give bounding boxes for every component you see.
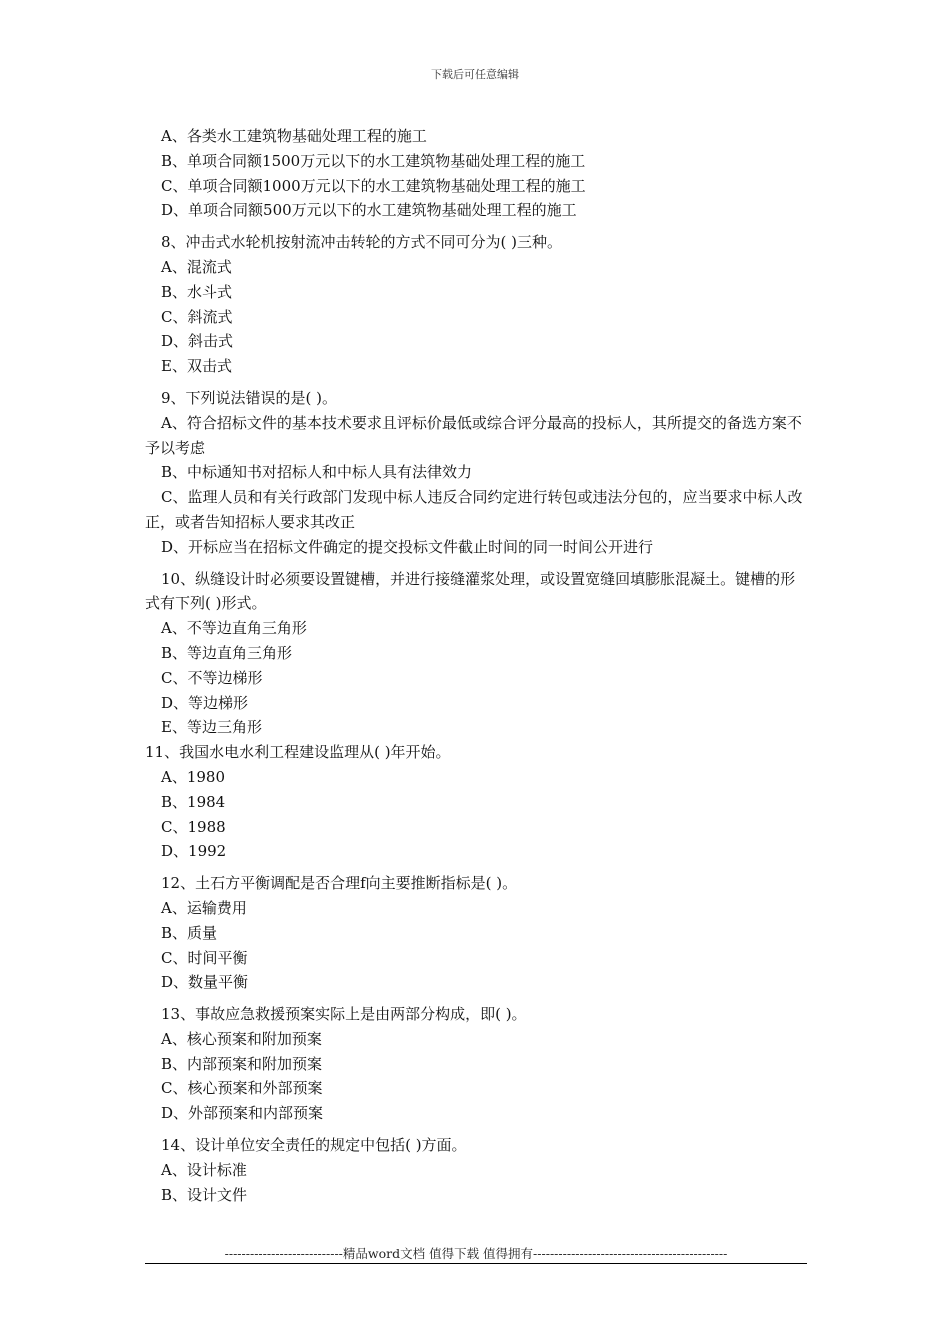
- option-line: D、斜击式: [161, 332, 234, 351]
- option-line: C、斜流式: [161, 307, 233, 326]
- option-line: D、1992: [161, 842, 227, 861]
- option-line: B、1984: [161, 792, 226, 811]
- option-line: E、双击式: [161, 357, 232, 376]
- option-line: A、设计标准: [161, 1160, 247, 1179]
- option-line: B、设计文件: [161, 1185, 248, 1204]
- question-line: 13、事故应急救援预案实际上是由两部分构成，即( )。: [161, 1005, 527, 1024]
- option-line: A、核心预案和附加预案: [161, 1029, 322, 1048]
- option-line: E、等边三角形: [161, 718, 262, 737]
- option-line: A、不等边直角三角形: [161, 619, 307, 638]
- option-line: B、等边直角三角形: [161, 643, 293, 662]
- question-line: 14、设计单位安全责任的规定中包括( )方面。: [161, 1136, 467, 1155]
- option-line: C、1988: [161, 817, 226, 836]
- option-line: A、混流式: [161, 257, 232, 276]
- question-line: 11、我国水电水利工程建设监理从( )年开始。: [145, 743, 451, 762]
- option-line: A、各类水工建筑物基础处理工程的施工: [161, 127, 427, 145]
- option-line: C、不等边梯形: [161, 668, 263, 687]
- question-list: [145, 124, 807, 1207]
- option-line: C、单项合同额1000万元以下的水工建筑物基础处理工程的施工: [161, 176, 586, 195]
- page-header: 下载后可任意编辑: [431, 68, 519, 81]
- option-line: B、质量: [161, 923, 218, 942]
- question-line: 8、冲击式水轮机按射流冲击转轮的方式不同可分为( )三种。: [161, 233, 563, 252]
- option-line: D、单项合同额500万元以下的水工建筑物基础处理工程的施工: [161, 201, 577, 220]
- question-line: 12、土石方平衡调配是否合理f向主要推断指标是( )。: [161, 874, 518, 893]
- option-line: B、水斗式: [161, 282, 233, 301]
- footer-rule: [145, 1263, 807, 1264]
- option-line: A、1980: [161, 767, 226, 786]
- option-line: D、数量平衡: [161, 973, 249, 992]
- option-line: C、监理人员和有关行政部门发现中标人违反合同约定进行转包或违法分包的，应当要求中标人改正，或者告知招标人要求其改正: [145, 488, 803, 531]
- option-line: B、中标通知书对招标人和中标人具有法律效力: [161, 463, 473, 482]
- question-line: 10、纵缝设计时必须要设置键槽，并进行接缝灌浆处理，或设置宽缝回填膨胀混凝土。键槽的形式有下列( )形式。: [145, 569, 796, 613]
- option-line: B、内部预案和附加预案: [161, 1054, 323, 1073]
- option-line: C、核心预案和外部预案: [161, 1079, 323, 1098]
- question-line: 9、下列说法错误的是( )。: [161, 388, 338, 407]
- option-line: D、等边梯形: [161, 693, 249, 712]
- option-line: A、符合招标文件的基本技术要求且评标价最低或综合评分最高的投标人，其所提交的备选方案不予以考虑: [145, 413, 802, 457]
- option-line: A、运输费用: [161, 898, 247, 917]
- option-line: B、单项合同额1500万元以下的水工建筑物基础处理工程的施工: [161, 151, 586, 170]
- option-line: D、外部预案和内部预案: [161, 1104, 324, 1123]
- option-line: C、时间平衡: [161, 948, 248, 967]
- option-line: D、开标应当在招标文件确定的提交投标文件截止时间的同一时间公开进行: [161, 537, 654, 556]
- page-footer: ----------------------------精品word文档 值得下载 值得拥有----------------------------------------------: [224, 1246, 728, 1261]
